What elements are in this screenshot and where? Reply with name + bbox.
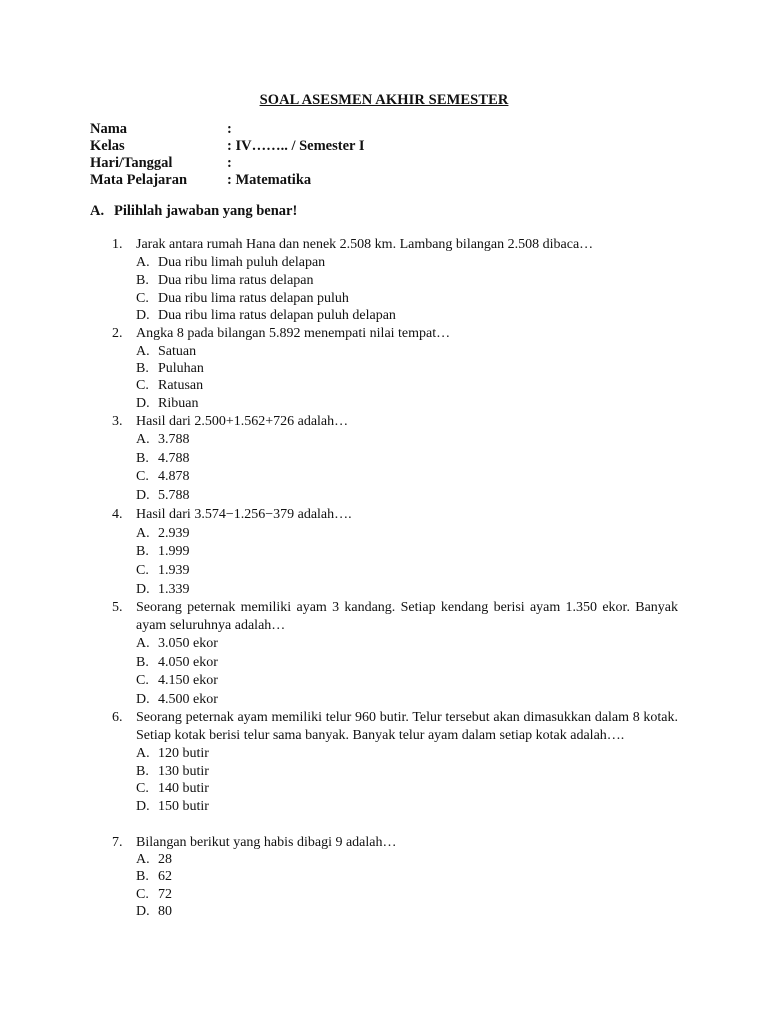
identity-value: :	[227, 155, 232, 171]
section-letter: A.	[90, 203, 105, 219]
option-letter: A.	[136, 344, 150, 359]
page-title: SOAL ASESMEN AKHIR SEMESTER	[259, 92, 509, 108]
option-letter: D.	[136, 692, 150, 707]
option-letter: A.	[136, 526, 150, 541]
question-number: 1.	[112, 237, 123, 252]
option-2b	[136, 360, 204, 378]
option-letter: C.	[136, 563, 149, 578]
question-number: 3.	[112, 414, 123, 429]
option-letter: C.	[136, 781, 149, 796]
option-text: 5.788	[158, 488, 190, 503]
option-letter: D.	[136, 488, 150, 503]
question-4	[112, 506, 678, 524]
option-5b	[136, 654, 218, 672]
option-letter: B.	[136, 655, 149, 670]
identity-label: Hari/Tanggal	[90, 155, 173, 171]
option-7c	[136, 886, 172, 904]
option-text: Dua ribu limah puluh delapan	[158, 255, 326, 270]
identity-value: : Matematika	[227, 172, 312, 188]
option-text: Ratusan	[158, 378, 204, 393]
option-text: 130 butir	[158, 764, 209, 779]
option-letter: C.	[136, 887, 149, 902]
question-number: 2.	[112, 326, 123, 341]
section-text: Pilihlah jawaban yang benar!	[114, 203, 298, 219]
option-text: 1.999	[158, 544, 190, 559]
identity-label: Kelas	[90, 138, 125, 154]
question-1	[112, 236, 678, 254]
option-text: Puluhan	[158, 361, 204, 376]
option-letter: C.	[136, 673, 149, 688]
option-letter: B.	[136, 273, 149, 288]
option-4b	[136, 543, 190, 561]
option-text: 150 butir	[158, 799, 209, 814]
option-letter: B.	[136, 764, 149, 779]
option-letter: D.	[136, 799, 150, 814]
option-text: 2.939	[158, 526, 190, 541]
option-text: 4.050 ekor	[158, 655, 218, 670]
option-letter: D.	[136, 308, 150, 323]
option-6a	[136, 745, 209, 763]
option-1d	[136, 307, 396, 325]
option-3a	[136, 431, 190, 449]
option-text: 1.939	[158, 563, 190, 578]
option-4d	[136, 581, 190, 599]
question-text: Hasil dari 3.574−1.256−379 adalah….	[136, 507, 352, 522]
option-4c	[136, 562, 190, 580]
question-5	[112, 599, 678, 635]
option-text: 3.050 ekor	[158, 636, 218, 651]
option-3c	[136, 468, 190, 486]
option-7d	[136, 903, 172, 921]
option-text: 80	[158, 904, 172, 919]
question-text: Bilangan berikut yang habis dibagi 9 adalah…	[136, 835, 397, 850]
option-letter: A.	[136, 636, 150, 651]
option-5c	[136, 672, 218, 690]
option-text: 3.788	[158, 432, 190, 447]
question-2	[112, 325, 678, 343]
identity-label: Mata Pelajaran	[90, 172, 188, 188]
option-2c	[136, 377, 203, 395]
option-letter: C.	[136, 469, 149, 484]
option-1c	[136, 290, 349, 308]
option-text: 62	[158, 869, 172, 884]
option-text: 140 butir	[158, 781, 209, 796]
option-text: Dua ribu lima ratus delapan	[158, 273, 314, 288]
option-1b	[136, 272, 314, 290]
option-text: 120 butir	[158, 746, 209, 761]
option-6b	[136, 763, 209, 781]
question-text: Angka 8 pada bilangan 5.892 menempati nilai tempat…	[136, 326, 451, 341]
identity-value: :	[227, 121, 232, 137]
identity-label: Nama	[90, 121, 128, 137]
question-number: 6.	[112, 710, 123, 725]
question-6	[112, 709, 678, 745]
option-letter: B.	[136, 451, 149, 466]
option-text: 1.339	[158, 582, 190, 597]
identity-value: : IV…….. / Semester I	[227, 138, 365, 154]
option-text: 4.878	[158, 469, 190, 484]
option-6c	[136, 780, 209, 798]
question-number: 5.	[112, 600, 123, 615]
option-2d	[136, 395, 198, 413]
option-5a	[136, 635, 218, 653]
option-text: Ribuan	[158, 396, 199, 411]
question-number: 7.	[112, 835, 123, 850]
option-text: Dua ribu lima ratus delapan puluh	[158, 291, 349, 306]
option-1a	[136, 254, 325, 272]
question-7	[112, 834, 678, 852]
option-text: Satuan	[158, 344, 197, 359]
option-3b	[136, 450, 190, 468]
option-4a	[136, 525, 190, 543]
section-heading	[90, 203, 297, 220]
question-3	[112, 413, 678, 431]
option-letter: C.	[136, 291, 149, 306]
option-7b	[136, 868, 172, 886]
option-letter: B.	[136, 544, 149, 559]
question-text: Seorang peternak ayam memiliki telur 960 butir. Telur tersebut akan dimasukkan dalam 8 kotak. Setiap kotak berisi telur sama banyak. Banyak telur ayam dalam setiap kotak adalah….	[136, 710, 678, 743]
option-letter: A.	[136, 852, 150, 867]
option-5d	[136, 691, 218, 709]
option-text: 4.150 ekor	[158, 673, 218, 688]
option-3d	[136, 487, 190, 505]
question-number: 4.	[112, 507, 123, 522]
option-letter: D.	[136, 904, 150, 919]
question-text: Jarak antara rumah Hana dan nenek 2.508 km. Lambang bilangan 2.508 dibaca…	[136, 237, 594, 252]
option-letter: B.	[136, 361, 149, 376]
option-7a	[136, 851, 172, 869]
question-text: Seorang peternak memiliki ayam 3 kandang. Setiap kendang berisi ayam 1.350 ekor. Banyak ayam seluruhnya adalah…	[136, 600, 678, 633]
option-letter: B.	[136, 869, 149, 884]
option-2a	[136, 343, 196, 361]
option-letter: D.	[136, 396, 150, 411]
option-text: 72	[158, 887, 172, 902]
option-letter: D.	[136, 582, 150, 597]
option-6d	[136, 798, 209, 816]
option-text: 28	[158, 852, 172, 867]
option-text: 4.788	[158, 451, 190, 466]
option-letter: C.	[136, 378, 149, 393]
option-letter: A.	[136, 432, 150, 447]
option-text: Dua ribu lima ratus delapan puluh delapan	[158, 308, 396, 323]
option-text: 4.500 ekor	[158, 692, 218, 707]
option-letter: A.	[136, 255, 150, 270]
option-letter: A.	[136, 746, 150, 761]
question-text: Hasil dari 2.500+1.562+726 adalah…	[136, 414, 349, 429]
